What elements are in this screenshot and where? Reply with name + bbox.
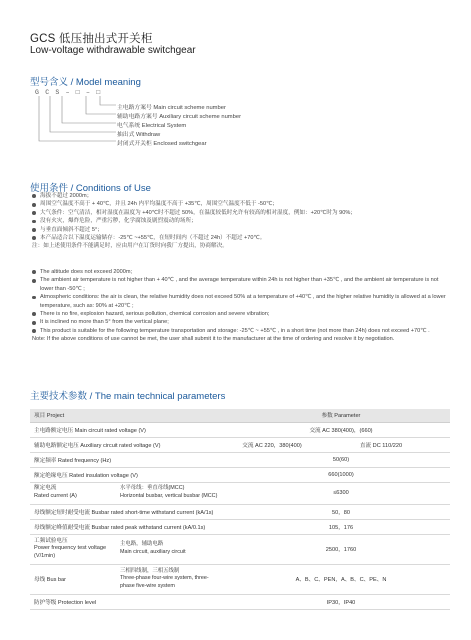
bullet-dot-icon xyxy=(32,211,36,215)
condition-zh-item: 没有火灾，爆炸危险，严重污秽，化学腐蚀及剧烈震动的场所； xyxy=(32,217,452,225)
bullet-dot-icon xyxy=(32,329,36,333)
model-code: G C S – □ – □ xyxy=(35,89,102,96)
condition-en-note: Note: If the above conditions of use cannot be met, the user shall submit it to the manufacturer at the time of ordering and resolve it by negotiation. xyxy=(32,336,395,343)
model-item-main-circuit: 主电路方案号 Main circuit scheme number xyxy=(117,105,226,111)
conditions-heading: 使用条件 / Conditions of Use xyxy=(30,183,151,194)
table-row: 工频试验电压 Power frequency test voltage (V/1min) 主电路，辅助电路 Main circuit, auxiliary circuit 2500，1760 xyxy=(30,534,450,564)
table-row: 辅助电路额定电压 Auxiliary circuit rated voltage (V) 交流 AC 220，380(400) 直流 DC 110/220 xyxy=(30,437,450,452)
condition-en-item: Atmospheric conditions: the air is clean, the relative humidity does not exceed 50% at a temperature of +40℃ , and the higher relative humidity is allowed at a lower temperature, such as: 90% at +20℃ ; xyxy=(32,293,452,310)
column-header-parameter: 参数 Parameter xyxy=(232,409,450,422)
page-title-zh: GCS 低压抽出式开关柜 xyxy=(30,33,153,45)
model-item-withdraw: 抽出式 Withdraw xyxy=(117,132,161,138)
bullet-dot-icon xyxy=(32,321,36,325)
parameters-heading: 主要技术参数 / The main technical parameters xyxy=(30,391,226,402)
condition-en-item: It is inclined no more than 5° from the vertical plane; xyxy=(32,318,452,326)
table-header-row xyxy=(30,409,450,422)
bullet-dot-icon xyxy=(32,220,36,224)
conditions-zh-list xyxy=(32,192,452,251)
condition-zh-item: 大气条件：空气清洁，相对湿度在温度为 +40℃时不超过 50%，在温度较低时允许有较高的相对湿度，例如：+20℃时为 90%； xyxy=(32,209,452,217)
bullet-dot-icon xyxy=(32,203,36,207)
table-row: 母线 Bus bar 三相四线制，三相五线制 Three-phase four-wire system, three- phase five-wire system A、B、C、PEN，A、B、C、PE、N xyxy=(30,564,450,594)
condition-zh-item: 海拔不超过 2000m； xyxy=(32,192,452,200)
condition-zh-item: 周围空气温度不高于 + 40℃，并且 24h 内平均温度不高于 +35℃，周围空气温度不低于 -50℃； xyxy=(32,200,452,208)
page-title-en: Low-voltage withdrawable switchgear xyxy=(30,45,196,56)
bullet-dot-icon xyxy=(32,279,36,283)
bullet-dot-icon xyxy=(32,194,36,198)
table-row: 母线额定短时耐受电流 Busbar rated short-time withstand current (kA/1s) 50，80 xyxy=(30,504,450,519)
table-row: 母线额定峰值耐受电流 Busbar rated peak withstand current (kA/0.1s) 105，176 xyxy=(30,519,450,534)
condition-zh-item: 与垂直面倾斜不超过 5°； xyxy=(32,226,452,234)
bullet-dot-icon xyxy=(32,228,36,232)
model-item-enclosed: 封闭式开关柜 Enclosed switchgear xyxy=(117,141,207,147)
column-header-project: 项目 Project xyxy=(30,409,232,422)
table-row: 防护等级 Protection level IP30，IP40 xyxy=(30,594,450,609)
model-item-aux-circuit: 辅助电路方案号 Auxiliary circuit scheme number xyxy=(117,114,242,120)
condition-zh-item: 本产品适合以下温度运输储存：-25℃ ~+55℃，在短时间内（不超过 24h）不超过 +70℃。 xyxy=(32,234,452,242)
table-row: 额定频率 Rated frequency (Hz) 50(60) xyxy=(30,452,450,467)
condition-en-item: The altitude does not exceed 2000m; xyxy=(32,268,452,276)
condition-en-item: The ambient air temperature is not higher than + 40℃ , and the average temperature within 24h is not higher than +35℃ , and the ambient air temperature is not lower than -50℃ ; xyxy=(32,276,452,293)
bullet-dot-icon xyxy=(32,270,36,274)
model-meaning-heading: 型号含义 / Model meaning xyxy=(30,77,141,88)
parameters-table xyxy=(30,409,450,610)
table-row: 主电路额定电压 Main circuit rated voltage (V) 交流 AC 380(400)，(660) xyxy=(30,422,450,437)
conditions-en-list xyxy=(32,268,452,344)
table-row: 额定绝缘电压 Rated insulation voltage (V) 660(1000) xyxy=(30,467,450,482)
table-row: 额定电流 Rated current (A) 水平母线：垂直母线(MCC) Horizontal busbar, vertical busbar (MCC) ≤6300 xyxy=(30,482,450,504)
condition-zh-note: 注：如上述使用条件不能满足时，应由用户在订货时向我厂方提出，协商解决。 xyxy=(32,243,228,250)
bullet-dot-icon xyxy=(32,296,36,300)
condition-en-item: This product is suitable for the following temperature transportation and storage: -25℃ ~ +55℃ , in a short time (not more than 24h) does not exceed +70℃ . xyxy=(32,327,452,335)
bullet-dot-icon xyxy=(32,312,36,316)
model-bracket-lines xyxy=(38,96,120,156)
model-item-electrical-system: 电气系统 Electrical System xyxy=(117,123,187,129)
condition-en-item: There is no fire, explosion hazard, serious pollution, chemical corrosion and severe vibration; xyxy=(32,310,452,318)
bullet-dot-icon xyxy=(32,236,36,240)
